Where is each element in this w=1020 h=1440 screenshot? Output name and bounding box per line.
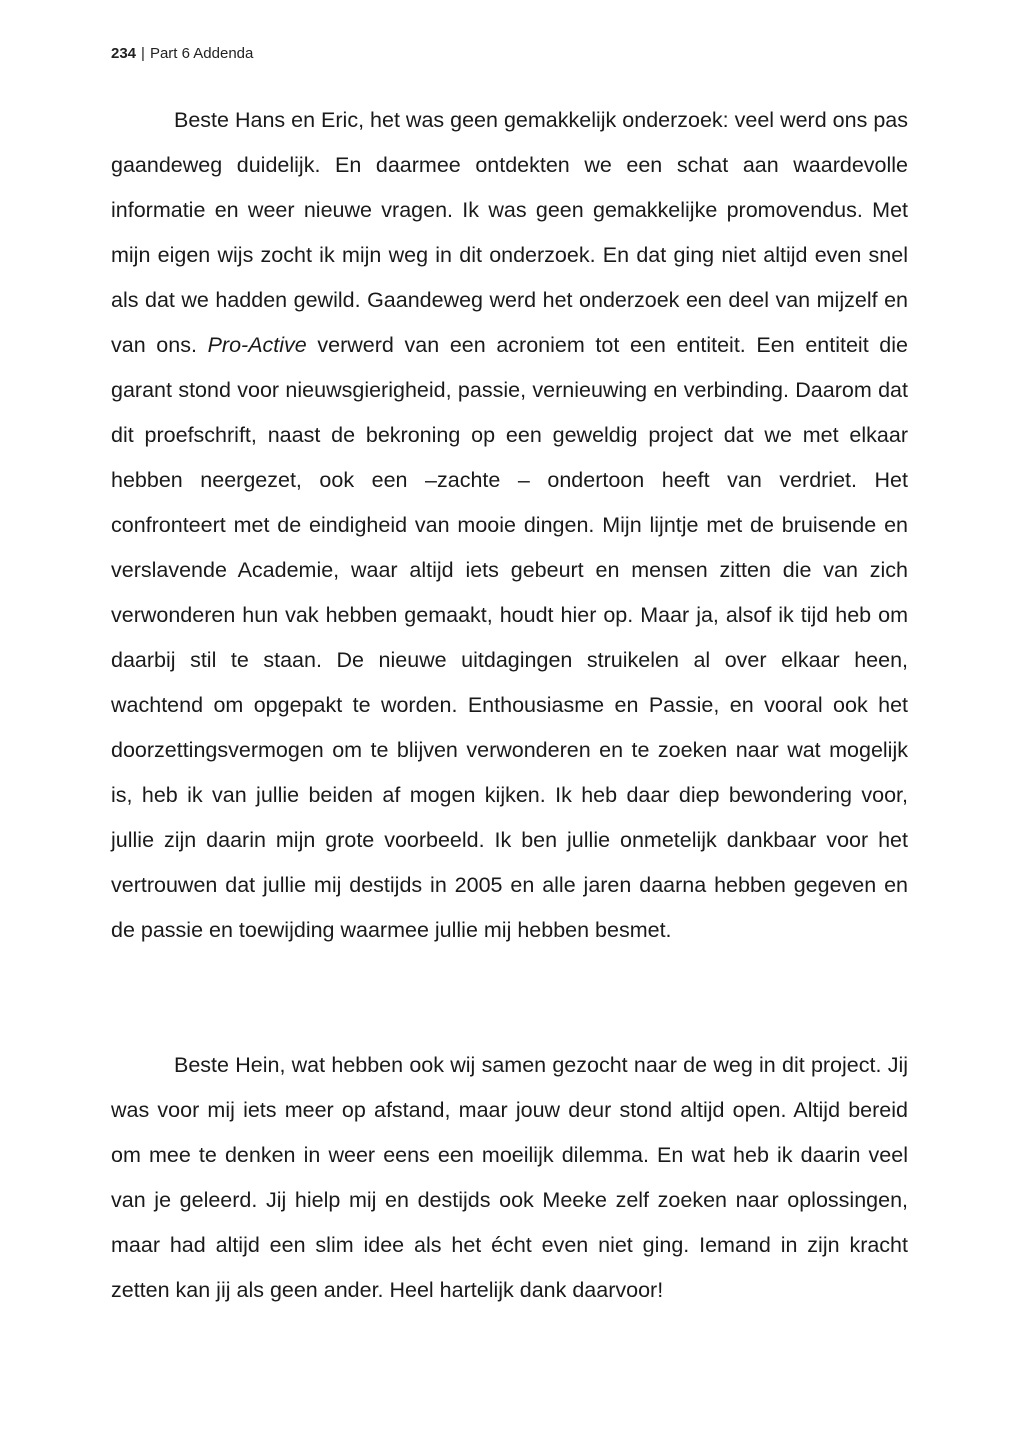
paragraph-acknowledgement-hein — [111, 1043, 908, 1313]
running-header — [111, 44, 253, 64]
header-separator: | — [141, 45, 145, 62]
italic-term: Pro-Active — [207, 333, 307, 357]
paragraph-acknowledgement-hans-eric — [111, 98, 908, 953]
paragraph-text: Beste Hein, wat hebben ook wij samen gezocht naar de weg in dit project. Jij was voor mij iets meer op afstand, maar jouw deur stond altijd open. Altijd bereid om mee te denken in weer eens een moeilijk dilemma. En wat heb ik daarin veel van je geleerd. Jij hielp mij en destijds ook Meeke zelf zoeken naar oplossingen, maar had altijd een slim idee als het écht even niet ging. Iemand in zijn kracht zetten kan jij als geen ander. Heel hartelijk dank daarvoor! — [111, 1053, 908, 1302]
section-title: Part 6 Addenda — [149, 45, 254, 62]
paragraph-text-end: verwerd van een acroniem tot een entiteit. Een entiteit die garant stond voor nieuwsgierigheid, passie, vernieuwing en verbinding. Daarom dat dit proefschrift, naast de bekroning op een geweldig project dat we met elkaar hebben neergezet, ook een –zachte – ondertoon heeft van verdriet. Het confronteert met de eindigheid van mooie dingen. Mijn lijntje met de bruisende en verslavende Academie, waar altijd iets gebeurt en mensen zitten die van zich verwonderen hun vak hebben gemaakt, houdt hier op. Maar ja, alsof ik tijd heb om daarbij stil te staan. De nieuwe uitdagingen struikelen al over elkaar heen, wachtend om opgepakt te worden. Enthousiasme en Passie, en vooral ook het doorzettingsvermogen om te blijven verwonderen en te zoeken naar wat mogelijk is, heb ik van jullie beiden af mogen kijken. Ik heb daar diep bewondering voor, jullie zijn daarin mijn grote voorbeeld. Ik ben jullie onmetelijk dankbaar voor het vertrouwen dat jullie mij destijds in 2005 en alle jaren daarna hebben gegeven en de passie en toewijding waarmee jullie mij hebben besmet. — [111, 333, 908, 942]
paragraph-text-start: Beste Hans en Eric, het was geen gemakkelijk onderzoek: veel werd ons pas gaandeweg duidelijk. En daarmee ontdekten we een schat aan waardevolle informatie en weer nieuwe vragen. Ik was geen gemakkelijke promovendus. Met mijn eigen wijs zocht ik mijn weg in dit onderzoek. En dat ging niet altijd even snel als dat we hadden gewild. Gaandeweg werd het onderzoek een deel van mijzelf en van ons. — [111, 108, 908, 357]
page-number: 234 — [111, 45, 137, 62]
